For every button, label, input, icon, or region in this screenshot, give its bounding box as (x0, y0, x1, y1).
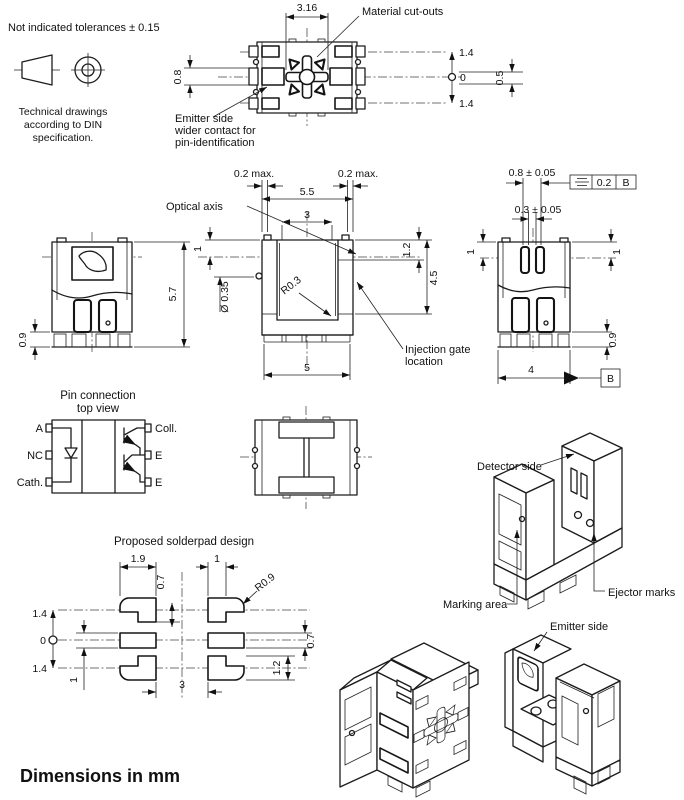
bottom-view-drawing (172, 2, 523, 149)
iso-view-emitter (505, 621, 620, 794)
dim-1-4-top: 1.4 (459, 47, 474, 59)
dim-1-left: 1 (465, 249, 477, 255)
dim-5-5: 5.5 (299, 186, 315, 198)
dim-09-left: 0.9 (17, 332, 29, 348)
solderpad-title: Proposed solderpad design (113, 536, 255, 548)
datum-flag-b: B (606, 373, 615, 385)
feature-control-frame (570, 175, 636, 189)
dim-02max-right: 0.2 max. (337, 168, 379, 180)
dim-0-7-right: 0.7 (305, 633, 317, 649)
side-view-right (465, 167, 636, 387)
injection-gate-line1: Injection gate (405, 344, 471, 356)
units-note: Dimensions in mm (20, 766, 181, 786)
front-view-drawing (166, 168, 470, 380)
dim-r09: R0.9 (252, 571, 278, 595)
pin-connection-title1: Pin connection (60, 390, 136, 402)
emitter-note-line1: Emitter side (175, 113, 234, 125)
ejector-marks-label: Ejector marks (608, 587, 676, 599)
dim-3-16: 3.16 (296, 2, 318, 14)
pin-connection-title2: top view (76, 403, 120, 415)
pin-label-collector: Coll. (155, 423, 178, 435)
dim-1-2-pad: 1.2 (271, 660, 283, 676)
dim-1-right: 1 (611, 249, 623, 255)
dim-0-datum: 0 (460, 72, 466, 84)
detector-side-label: Detector side (477, 461, 542, 473)
dim-08-tol: 0.8 ± 0.05 (508, 167, 556, 179)
dim-1-2: 1.2 (401, 242, 413, 258)
din-note-line1: Technical drawings (18, 106, 108, 118)
pin-label-nc: NC (27, 450, 43, 462)
pin-label-emitter2: E (155, 477, 163, 489)
dim-0-sp: 0 (40, 635, 46, 647)
dim-3-gap: 3 (179, 679, 185, 691)
pin-connection-diagram (17, 390, 177, 493)
dim-4-5: 4.5 (428, 270, 440, 286)
dim-1-pad: 1 (214, 553, 220, 565)
dim-1-4-bottom: 1.4 (459, 98, 474, 110)
pin-label-cathode: Cath. (16, 477, 43, 489)
dim-14-bottom-sp: 1.4 (32, 663, 47, 675)
emitter-note-line2: wider contact for (175, 125, 256, 137)
top-view-small-drawing (240, 406, 372, 509)
optical-axis-label: Optical axis (166, 201, 223, 213)
dim-0-7-top: 0.7 (155, 574, 167, 590)
material-cutouts-label: Material cut-outs (362, 6, 444, 18)
dim-02max-left: 0.2 max. (233, 168, 275, 180)
dim-09-right: 0.9 (607, 332, 619, 348)
solderpad-drawing (32, 536, 317, 700)
fcf-datum: B (622, 177, 630, 189)
din-note-line3: specification. (32, 132, 94, 144)
dim-5-7: 5.7 (167, 286, 179, 302)
emitter-side-label: Emitter side (550, 621, 609, 633)
dim-4: 4 (528, 364, 534, 376)
symmetry-symbol-icon (575, 179, 589, 186)
injection-gate-line2: location (405, 356, 443, 368)
din-note (19, 106, 108, 144)
material-cutout-cross (286, 56, 328, 98)
dim-0-8: 0.8 (172, 69, 184, 85)
pin-label-anode: A (35, 423, 43, 435)
emitter-note-line3: pin-identification (175, 137, 255, 149)
tolerance-note (8, 22, 160, 34)
dim-3: 3 (304, 209, 310, 221)
dim-5: 5 (304, 362, 310, 374)
pin-label-emitter1: E (155, 450, 163, 462)
iso-view-bottom (340, 643, 478, 797)
projection-symbol-icon (14, 53, 105, 87)
dim-0-5: 0.5 (494, 70, 506, 86)
marking-area-label: Marking area (443, 599, 508, 611)
dim-1-midpad: 1 (68, 677, 80, 683)
dim-dia-035: Ø 0.35 (219, 281, 231, 313)
dim-r03: R0.3 (278, 274, 304, 298)
iso-view-main (443, 433, 676, 611)
din-note-line2: according to DIN (23, 119, 103, 131)
fcf-tolerance: 0.2 (596, 177, 612, 189)
dim-14-top-sp: 1.4 (32, 608, 47, 620)
tolerance-note-text: Not indicated tolerances ± 0.15 (8, 22, 160, 34)
side-view-left (17, 232, 190, 360)
datum-triangle (564, 372, 579, 385)
dim-03-tol: 0.3 ± 0.05 (514, 204, 562, 216)
dim-1-axis: 1 (192, 246, 204, 252)
dim-1-9: 1.9 (130, 553, 146, 565)
